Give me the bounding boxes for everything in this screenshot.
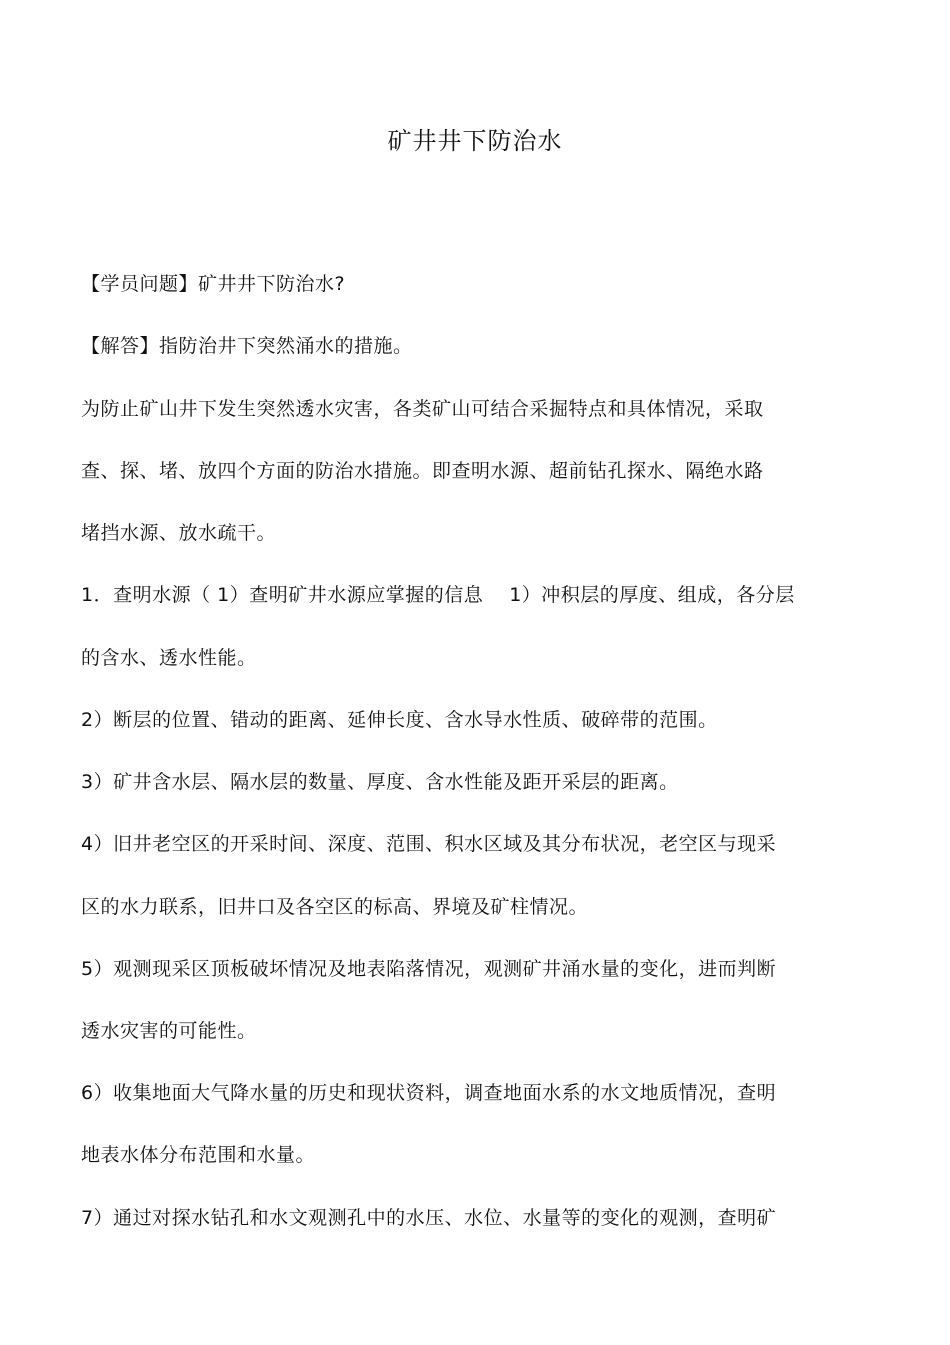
paragraph-line: 地表水体分布范围和水量。: [81, 1144, 316, 1166]
item-1-heading: 1．查明水源（ 1）查明矿井水源应掌握的信息: [81, 584, 484, 606]
paragraph-line: 透水灾害的可能性。: [81, 1020, 257, 1042]
paragraph-line: 区的水力联系，旧井口及各空区的标高、界境及矿柱情况。: [81, 896, 589, 918]
paragraph-line-item-1: [81, 580, 795, 610]
paragraph-line: 的含水、透水性能。: [81, 647, 257, 669]
paragraph-answer: 【解答】指防治井下突然涌水的措施。: [81, 335, 413, 357]
document-title: 矿井井下防治水: [387, 127, 563, 155]
paragraph-line: 7）通过对探水钻孔和水文观测孔中的水压、水位、水量等的变化的观测，查明矿: [81, 1207, 777, 1229]
paragraph-line: 查、探、堵、放四个方面的防治水措施。即查明水源、超前钻孔探水、隔绝水路: [81, 460, 764, 482]
paragraph-line: 6）收集地面大气降水量的历史和现状资料，调查地面水系的水文地质情况，查明: [81, 1082, 777, 1104]
paragraph-line: 4）旧井老空区的开采时间、深度、范围、积水区域及其分布状况，老空区与现采: [81, 833, 777, 855]
paragraph-line: 5）观测现采区顶板破坏情况及地表陷落情况，观测矿井涌水量的变化，进而判断: [81, 958, 777, 980]
paragraph-question: 【学员问题】矿井井下防治水?: [81, 273, 346, 295]
paragraph-line: 为防止矿山井下发生突然透水灾害，各类矿山可结合采掘特点和具体情况，采取: [81, 398, 764, 420]
item-1-subpoint: 1）冲积层的厚度、组成，各分层: [509, 584, 795, 606]
paragraph-line: 堵挡水源、放水疏干。: [81, 522, 277, 544]
paragraph-line: 3）矿井含水层、隔水层的数量、厚度、含水性能及距开采层的距离。: [81, 771, 679, 793]
paragraph-line: 2）断层的位置、错动的距离、延伸长度、含水导水性质、破碎带的范围。: [81, 709, 718, 731]
